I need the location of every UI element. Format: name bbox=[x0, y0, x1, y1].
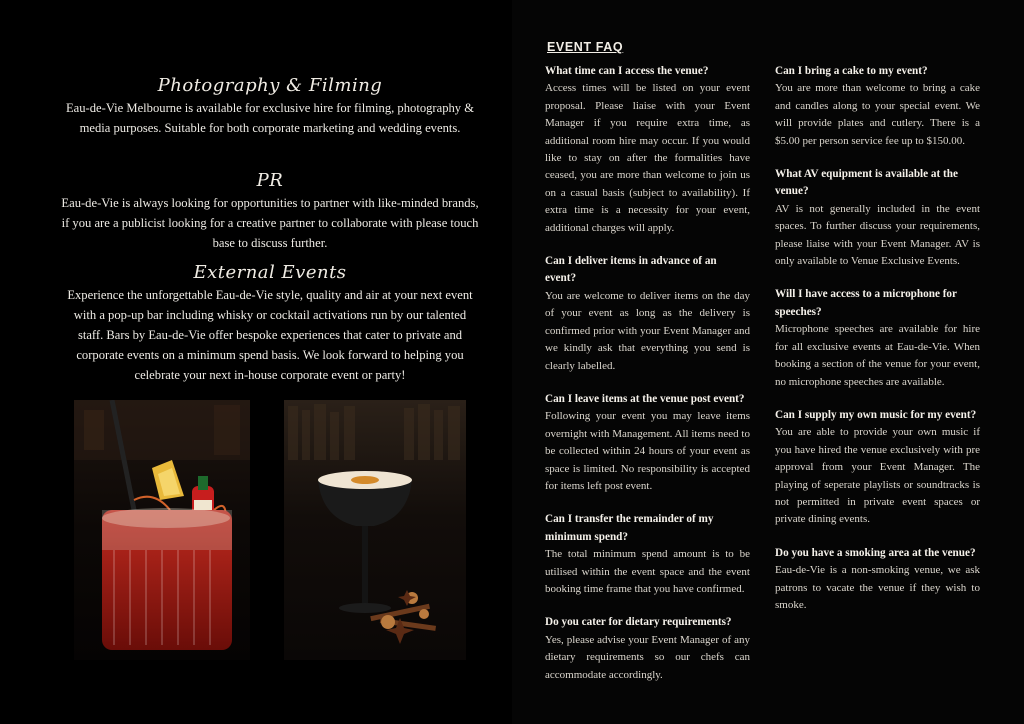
faq-question: What time can I access the venue? bbox=[545, 65, 709, 77]
section-heading: Photography & Filming bbox=[157, 75, 383, 96]
section-heading: External Events bbox=[193, 262, 347, 283]
faq-question: Can I supply my own music for my event? bbox=[775, 408, 977, 421]
section-photography bbox=[60, 75, 480, 138]
faq-answer: Yes, please advise your Event Manager of any dietary requirements so our chefs can accommodate accordingly. bbox=[545, 633, 750, 681]
faq-item bbox=[545, 511, 750, 598]
faq-item bbox=[775, 63, 980, 150]
faq-title: EVENT FAQ bbox=[547, 40, 624, 54]
faq-question: What AV equipment is available at the venue? bbox=[775, 168, 958, 198]
faq-question: Can I bring a cake to my event? bbox=[775, 65, 928, 77]
cocktail-photo-1 bbox=[74, 400, 250, 660]
faq-question: Do you have a smoking area at the venue? bbox=[775, 546, 976, 559]
faq-item bbox=[545, 63, 750, 237]
section-body: Eau-de-Vie is always looking for opportunities to partner with like-minded brands, if you are a publicist looking for a creative partner to collaborate with please touch base to discuss further. bbox=[61, 196, 479, 250]
faq-column-2 bbox=[775, 63, 980, 630]
faq-answer: You are more than welcome to bring a cake and candles along to your special event. We will provide plates and cutlery. There is a $5.00 per person service fee up to $150.00. bbox=[775, 82, 980, 147]
faq-item bbox=[545, 253, 750, 375]
section-body: Experience the unforgettable Eau-de-Vie style, quality and air at your next event with a pop-up bar including whisky or cocktail activations run by our talented staff. Bars by Eau-de-Vie offer bespoke experiences that cater to private and corporate events on a minimum spend basis. We look forward to helping you celebrate your next in-house corporate event or party! bbox=[67, 288, 473, 382]
faq-answer: Access times will be listed on your event proposal. Please liaise with your Event Manager if you require extra time, as additional room hire may occur. If you would like to stay on after the formalities have ceased, you are more than welcome to join us on a casual basis (subject to availability). If extra time is a necessity for your event, additional charges will apply. bbox=[545, 82, 750, 234]
faq-question: Can I leave items at the venue post event? bbox=[545, 392, 745, 405]
faq-item bbox=[775, 286, 980, 390]
faq-answer: AV is not generally included in the event spaces. To further discuss your requirements, please liaise with your Event Manager. AV is only available to Venue Exclusive Events. bbox=[775, 202, 980, 268]
faq-item bbox=[545, 391, 750, 495]
section-body: Eau-de-Vie Melbourne is available for exclusive hire for filming, photography & media purposes. Suitable for both corporate marketing and wedding events. bbox=[65, 101, 475, 135]
faq-item bbox=[775, 166, 980, 270]
section-external-events bbox=[60, 262, 480, 385]
faq-question: Can I deliver items in advance of an event? bbox=[545, 255, 717, 285]
section-heading: PR bbox=[256, 170, 284, 191]
section-pr bbox=[60, 170, 480, 253]
faq-answer: You are welcome to deliver items on the day of your event as long as the delivery is confirmed prior with your Event Manager and we kindly ask that everything you send is clearly labelled. bbox=[545, 289, 750, 372]
faq-item bbox=[775, 545, 980, 615]
faq-question: Will I have access to a microphone for speeches? bbox=[775, 288, 957, 318]
faq-answer: Following your event you may leave items overnight with Management. All items need to be collected within 24 hours of your event as space is limited. No responsibility is accepted for items left post event. bbox=[545, 410, 750, 492]
faq-question: Can I transfer the remainder of my minimum spend? bbox=[545, 513, 714, 543]
faq-item bbox=[775, 407, 980, 529]
faq-question: Do you cater for dietary requirements? bbox=[545, 616, 732, 629]
faq-answer: Microphone speeches are available for hire for all exclusive events at Eau-de-Vie. When booking a section of the venue for your event, no microphone speeches are available. bbox=[775, 323, 980, 388]
faq-column-1 bbox=[545, 63, 750, 700]
faq-answer: Eau-de-Vie is a non-smoking venue, we ask patrons to vacate the venue if they wish to smoke. bbox=[775, 564, 980, 611]
faq-answer: You are able to provide your own music if you have hired the venue exclusively with pre approval from your Event Manager. The playing of seperate playlists or soundtracks is not permitted in private event spaces or private dining events. bbox=[775, 426, 980, 526]
faq-answer: The total minimum spend amount is to be utilised within the event space and the event booking time frame that you have confirmed. bbox=[545, 548, 750, 595]
faq-item bbox=[545, 614, 750, 684]
cocktail-photo-2 bbox=[284, 400, 466, 660]
